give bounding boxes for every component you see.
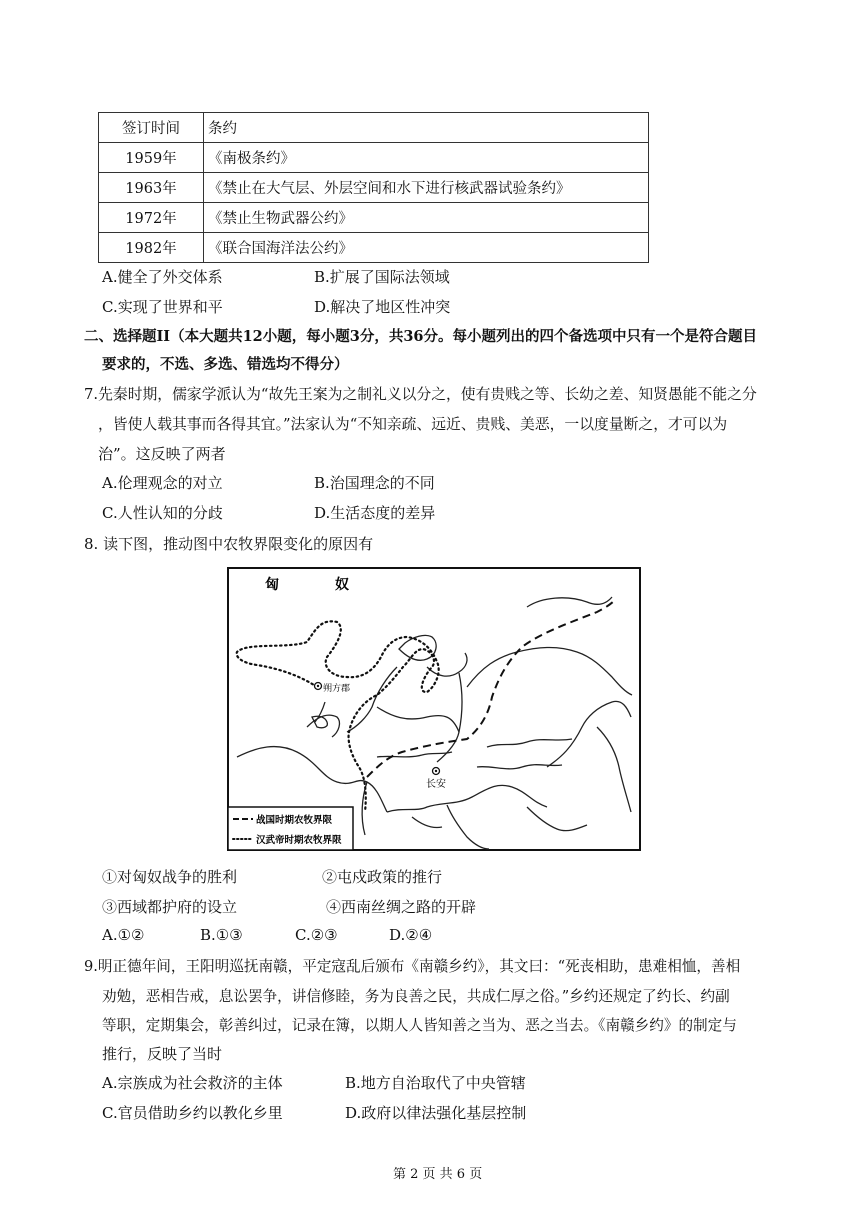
historical-map: [227, 567, 641, 851]
q7-stem-line1: 7.先秦时期，儒家学派认为“故先王案为之制礼义以分之，使有贵贱之等、长幼之差、知贤愚能不能之分: [84, 386, 757, 403]
changan-label: 长安: [426, 779, 446, 790]
row-treaty: 《禁止在大气层、外层空间和水下进行核武器试验条约》: [204, 173, 649, 203]
row-year: 1972年: [99, 203, 204, 233]
row-year: 1982年: [99, 233, 204, 263]
header-year: 签订时间: [99, 113, 204, 143]
legend-han-wudi: 汉武帝时期农牧界限: [256, 835, 342, 846]
row-treaty: 《南极条约》: [204, 143, 649, 173]
q8-statement-2: ②屯戍政策的推行: [322, 868, 443, 886]
table-row: [99, 143, 649, 173]
q8-statement-3: ③西域都护府的设立: [102, 898, 238, 916]
row-year: 1959年: [99, 143, 204, 173]
q9-stem-line1: 9.明正德年间，王阳明巡抚南赣，平定寇乱后颁布《南赣乡约》，其文曰：“死丧相助，患难相恤，善相: [84, 958, 741, 975]
q9-option-d[interactable]: D.政府以律法强化基层控制: [345, 1104, 527, 1122]
q7-option-c[interactable]: C.人性认知的分歧: [102, 504, 223, 522]
table-row: [99, 233, 649, 263]
shuofang-label: 朔方郡: [323, 684, 351, 694]
q8-option-c[interactable]: C.②③: [295, 926, 338, 944]
q8-stem: 8. 读下图，推动图中农牧界限变化的原因有: [84, 535, 374, 553]
q7-option-a[interactable]: A.伦理观念的对立: [102, 474, 223, 492]
xiongnu-label-1: 匈: [265, 577, 279, 593]
q7-stem-line2: ，皆使人载其事而各得其宜。”法家认为“不知亲疏、远近、贵贱、美恶，一以度量断之，才可以为: [98, 416, 728, 433]
table-header-row: [99, 113, 649, 143]
row-treaty: 《禁止生物武器公约》: [204, 203, 649, 233]
q9-stem-line3: 等职，定期集会，彰善纠过，记录在簿，以期人人皆知善之当为、恶之当去。《南赣乡约》的制定与: [102, 1017, 737, 1034]
map-legend: [228, 807, 353, 850]
q9-option-b[interactable]: B.地方自治取代了中央管辖: [345, 1074, 526, 1092]
q7-option-b[interactable]: B.治国理念的不同: [314, 474, 435, 492]
q9-stem-line4: 推行，反映了当时: [102, 1045, 223, 1063]
q8-option-a[interactable]: A.①②: [102, 926, 145, 944]
q6-option-d[interactable]: D.解决了地区性冲突: [314, 298, 451, 316]
section-heading: 二、选择题II（本大题共12小题，每小题3分，共36分。每小题列出的四个备选项中只有一个是符合题目: [84, 328, 758, 345]
q8-option-d[interactable]: D.②④: [389, 926, 433, 944]
q7-stem-line3: 治”。这反映了两者: [98, 445, 226, 463]
q6-option-b[interactable]: B.扩展了国际法领域: [314, 268, 450, 286]
table-row: [99, 203, 649, 233]
q8-option-b[interactable]: B.①③: [200, 926, 243, 944]
row-year: 1963年: [99, 173, 204, 203]
q9-stem-line2: 劝勉，恶相告戒，息讼罢争，讲信修睦，务为良善之民，共成仁厚之俗。”乡约还规定了约长、约副: [102, 988, 730, 1005]
page-number: 第 2 页 共 6 页: [393, 1167, 483, 1182]
xiongnu-label-2: 奴: [335, 577, 349, 593]
section-heading-cont: 要求的，不选、多选、错选均不得分）: [102, 356, 349, 373]
treaty-table: [98, 112, 649, 263]
q8-statement-1: ①对匈奴战争的胜利: [102, 868, 238, 886]
table-row: [99, 173, 649, 203]
q6-option-c[interactable]: C.实现了世界和平: [102, 298, 223, 316]
q9-option-a[interactable]: A.宗族成为社会救济的主体: [102, 1074, 283, 1092]
q8-statement-4: ④西南丝绸之路的开辟: [326, 898, 477, 916]
q6-option-a[interactable]: A.健全了外交体系: [102, 268, 223, 286]
q7-option-d[interactable]: D.生活态度的差异: [314, 504, 436, 522]
q9-option-c[interactable]: C.官员借助乡约以教化乡里: [102, 1104, 283, 1122]
row-treaty: 《联合国海洋法公约》: [204, 233, 649, 263]
legend-warring-states: 战国时期农牧界限: [256, 815, 333, 826]
header-treaty: 条约: [204, 113, 649, 143]
